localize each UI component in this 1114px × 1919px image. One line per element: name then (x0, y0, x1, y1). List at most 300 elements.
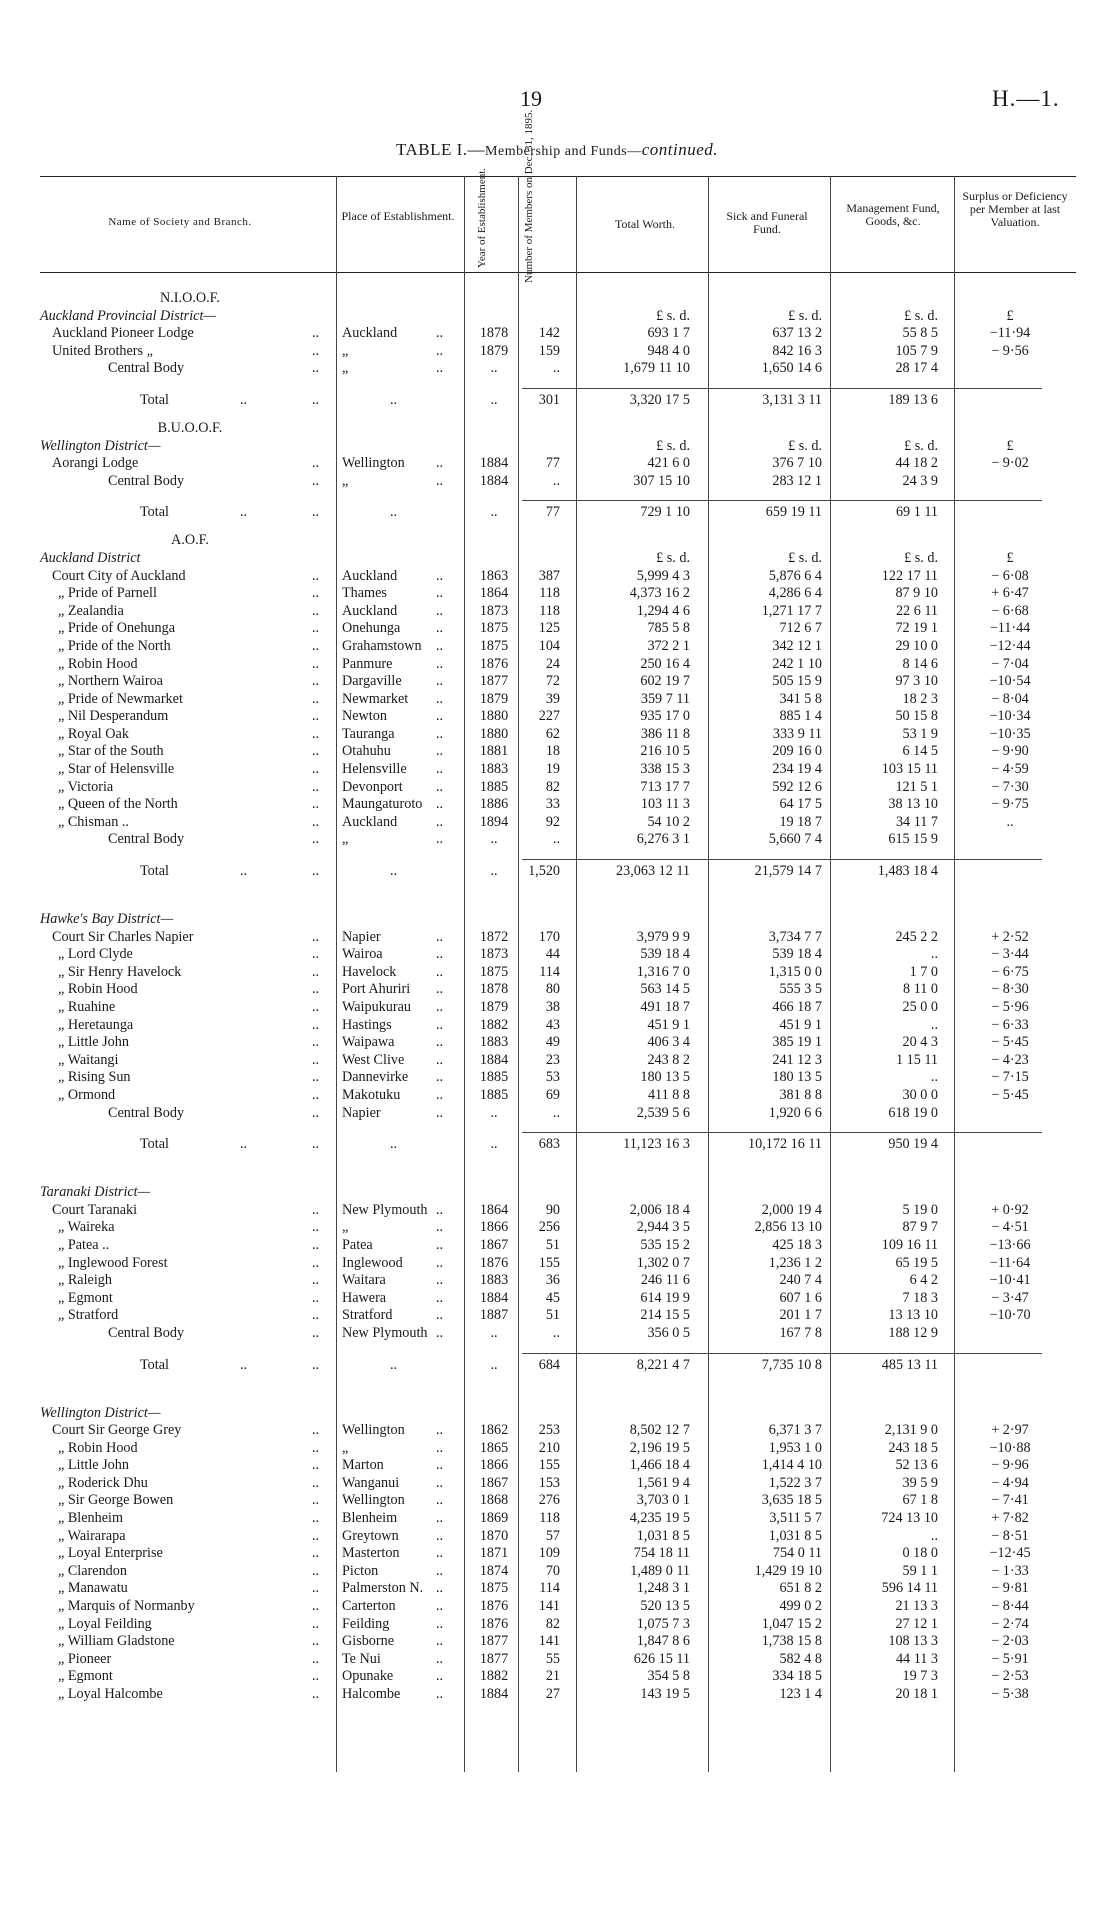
year-established: 1884 (479, 1051, 509, 1068)
management-fund: 30 0 0 (902, 1086, 938, 1103)
member-count: 104 (538, 637, 560, 654)
leader-dots: .. (436, 1650, 444, 1667)
place-of-establishment: Tauranga (342, 725, 395, 742)
order-heading (0, 532, 1114, 550)
leader-dots: .. (436, 1069, 444, 1086)
sick-funeral-fund: 582 4 8 (779, 1650, 822, 1667)
place-of-establishment: Napier (342, 1104, 381, 1121)
place-of-establishment: Newmarket (342, 690, 409, 707)
leader-dots: .. (436, 1580, 444, 1597)
table-row (0, 360, 1114, 378)
table-row (0, 743, 1114, 761)
table-row (0, 814, 1114, 832)
total-worth: 2,196 19 5 (629, 1439, 690, 1456)
leader-dots: .. (436, 1236, 444, 1253)
sick-funeral-fund: 607 1 6 (779, 1289, 822, 1306)
year-established: 1885 (479, 1069, 509, 1086)
year-established: 1873 (479, 946, 509, 963)
year-established: 1879 (479, 690, 509, 707)
unit-mgmt-fund: £ s. d. (904, 307, 938, 324)
leader-dots: .. (312, 831, 320, 848)
surplus-deficiency: − 9·75 (991, 796, 1029, 813)
branch-name: „ Egmont (58, 1289, 113, 1306)
surplus-deficiency: −11·44 (989, 620, 1031, 637)
branch-name: „ Ruahine (58, 999, 116, 1015)
branch-name: „ Star of the South (58, 743, 164, 760)
year-established: 1863 (479, 567, 509, 584)
year-established: 1882 (479, 1668, 509, 1685)
branch-name: „ Little John (58, 1034, 129, 1051)
total-worth: 307 15 10 (633, 472, 690, 489)
unit-mgmt-fund: £ s. d. (904, 437, 938, 454)
branch-name: „ Loyal Enterprise (58, 1545, 163, 1562)
leader-dots: .. (490, 1136, 498, 1153)
management-fund: 121 5 1 (895, 778, 938, 795)
header-members: Number of Members on Dec. 31, 1895. (523, 109, 535, 283)
management-fund: .. (930, 1069, 938, 1086)
sick-funeral-fund: 242 1 10 (772, 655, 822, 672)
total-worth: 354 5 8 (647, 1668, 690, 1685)
total-row (0, 1132, 1114, 1154)
member-count: 55 (545, 1650, 560, 1667)
member-count: 170 (538, 928, 560, 945)
leader-dots: .. (312, 1236, 320, 1253)
total-worth-sum: 729 1 10 (640, 504, 690, 521)
management-fund: 24 3 9 (902, 472, 938, 489)
leader-dots: .. (312, 1457, 320, 1474)
management-fund: 724 13 10 (881, 1510, 938, 1527)
place-of-establishment: Waitara (342, 1272, 386, 1289)
leader-dots: .. (436, 637, 444, 654)
sick-fund-sum: 7,735 10 8 (761, 1356, 822, 1373)
branch-name: „ Blenheim (58, 1510, 124, 1527)
year-established: 1876 (479, 1598, 509, 1615)
leader-dots: .. (312, 1272, 320, 1289)
table-row (0, 1017, 1114, 1035)
mgmt-fund-sum: 485 13 11 (881, 1356, 938, 1373)
leader-dots: .. (312, 567, 320, 584)
header-place: Place of Establishment. (341, 209, 455, 223)
total-worth: 602 19 7 (640, 673, 690, 690)
header-mgmt-fund: Management Fund, Goods, &c. (846, 201, 940, 228)
table-row (0, 1272, 1114, 1290)
leader-dots: .. (312, 1034, 320, 1051)
member-count: 114 (539, 963, 560, 980)
sick-funeral-fund: 499 0 2 (779, 1598, 822, 1615)
sick-fund-sum: 3,131 3 11 (762, 391, 822, 408)
total-worth: 754 18 11 (633, 1545, 690, 1562)
leader-dots: .. (312, 1474, 320, 1491)
leader-dots: .. (490, 391, 498, 408)
surplus-deficiency: − 5·45 (991, 1034, 1029, 1051)
sick-funeral-fund: 234 19 4 (772, 761, 822, 778)
total-worth: 338 15 3 (640, 761, 690, 778)
branch-name: „ William Gladstone (58, 1633, 175, 1650)
leader-dots: .. (312, 761, 320, 778)
leader-dots: .. (240, 1136, 248, 1153)
management-fund: 0 18 0 (902, 1545, 938, 1562)
management-fund: 108 13 3 (888, 1633, 938, 1650)
management-fund: 105 7 9 (895, 342, 938, 359)
surplus-deficiency: −10·70 (989, 1307, 1031, 1324)
leader-dots: .. (436, 946, 444, 963)
year-established: .. (490, 831, 498, 848)
place-of-establishment: Wairoa (342, 946, 383, 963)
branch-name: Central Body (108, 472, 185, 489)
management-fund: 27 12 1 (895, 1615, 938, 1632)
leader-dots: .. (436, 761, 444, 778)
sick-funeral-fund: 241 12 3 (772, 1051, 822, 1068)
member-count: 92 (545, 813, 560, 830)
year-established: 1879 (479, 999, 509, 1015)
branch-name: Central Body (108, 1104, 185, 1121)
sick-funeral-fund: 1,920 6 6 (768, 1104, 822, 1121)
year-established: .. (490, 360, 498, 377)
place-of-establishment: Wellington (342, 1492, 405, 1509)
management-fund: 53 1 9 (902, 725, 938, 742)
member-count: 69 (545, 1086, 560, 1103)
branch-name: Central Body (108, 360, 185, 377)
leader-dots: .. (436, 725, 444, 742)
management-fund: 52 13 6 (895, 1457, 938, 1474)
leader-dots: .. (312, 1439, 320, 1456)
member-count: 57 (545, 1527, 560, 1544)
member-count: 49 (545, 1034, 560, 1051)
place-of-establishment: Wellington (342, 1422, 405, 1439)
total-worth: 421 6 0 (647, 455, 690, 472)
place-of-establishment: Picton (342, 1562, 379, 1579)
total-worth: 614 19 9 (640, 1289, 690, 1306)
leader-dots: .. (436, 1598, 444, 1615)
table-row (0, 1052, 1114, 1070)
leader-dots: .. (312, 620, 320, 637)
surplus-deficiency: .. (1006, 813, 1014, 830)
sick-funeral-fund: 1,031 8 5 (768, 1527, 822, 1544)
management-fund: 6 14 5 (902, 743, 938, 760)
management-fund: 6 4 2 (909, 1272, 938, 1289)
total-worth: 1,248 3 1 (636, 1580, 690, 1597)
place-of-establishment: Hawera (342, 1289, 387, 1306)
table-row (0, 568, 1114, 586)
member-count: 210 (538, 1439, 560, 1456)
surplus-deficiency: −10·88 (989, 1439, 1031, 1456)
place-of-establishment: Auckland (342, 813, 398, 830)
leader-dots: .. (312, 928, 320, 945)
branch-name: „ Northern Wairoa (58, 673, 163, 690)
sick-funeral-fund: 201 1 7 (779, 1307, 822, 1324)
surplus-deficiency: − 4·23 (991, 1051, 1029, 1068)
management-fund: 28 17 4 (895, 360, 938, 377)
surplus-deficiency: −10·54 (989, 673, 1031, 690)
sick-funeral-fund: 1,738 15 8 (761, 1633, 822, 1650)
year-established: 1866 (479, 1457, 509, 1474)
leader-dots: .. (312, 1289, 320, 1306)
leader-dots: .. (312, 999, 320, 1015)
management-fund: 22 6 11 (895, 602, 938, 619)
sick-funeral-fund: 425 18 3 (772, 1236, 822, 1253)
sick-funeral-fund: 637 13 2 (772, 325, 822, 342)
place-of-establishment: Inglewood (342, 1254, 403, 1271)
table-row (0, 1422, 1114, 1440)
year-established: 1865 (479, 1439, 509, 1456)
leader-dots: .. (312, 981, 320, 998)
total-worth: 785 5 8 (647, 620, 690, 637)
sick-funeral-fund: 539 18 4 (772, 946, 822, 963)
row-spacer (0, 1122, 1114, 1132)
total-members: 1,520 (528, 863, 560, 880)
sick-funeral-fund: 209 16 0 (772, 743, 822, 760)
total-worth: 451 9 1 (647, 1016, 690, 1033)
member-count: 44 (545, 946, 560, 963)
leader-dots: .. (436, 1289, 444, 1306)
branch-name: „ Pioneer (58, 1650, 112, 1667)
sick-funeral-fund: 19 18 7 (779, 813, 822, 830)
sick-funeral-fund: 180 13 5 (772, 1069, 822, 1086)
leader-dots: .. (312, 1422, 320, 1439)
branch-name: „ Nil Desperandum (58, 708, 169, 725)
surplus-deficiency: − 7·41 (991, 1492, 1029, 1509)
leader-dots: .. (312, 637, 320, 654)
district-name: Auckland Provincial District— (40, 307, 216, 324)
management-fund: 97 3 10 (895, 673, 938, 690)
year-established: 1876 (479, 1615, 509, 1632)
leader-dots: .. (312, 946, 320, 963)
total-worth: 406 3 4 (647, 1034, 690, 1051)
management-fund: 39 5 9 (902, 1474, 938, 1491)
management-fund: 87 9 10 (895, 585, 938, 602)
leader-dots: .. (312, 863, 320, 880)
total-label: Total (140, 504, 169, 521)
surplus-deficiency: − 5·45 (991, 1086, 1029, 1103)
branch-name: „ Ormond (58, 1086, 116, 1103)
year-established: 1884 (479, 1686, 509, 1702)
table-row (0, 1475, 1114, 1493)
total-worth-sum: 3,320 17 5 (629, 391, 690, 408)
management-fund: 50 15 8 (895, 708, 938, 725)
district-heading (0, 1405, 1114, 1423)
order-heading (0, 290, 1114, 308)
management-fund: 65 19 5 (895, 1254, 938, 1271)
surplus-deficiency: − 4·59 (991, 761, 1029, 778)
year-established: 1885 (479, 1086, 509, 1103)
leader-dots: .. (436, 585, 444, 602)
management-fund: 245 2 2 (895, 928, 938, 945)
table-row (0, 1237, 1114, 1255)
leader-dots: .. (312, 342, 320, 359)
branch-name: „ Loyal Feilding (58, 1615, 152, 1632)
branch-name: „ Robin Hood (58, 655, 138, 672)
place-of-establishment: Gisborne (342, 1633, 395, 1650)
year-established: 1880 (479, 708, 509, 725)
member-count: 387 (538, 567, 560, 584)
table-row (0, 1492, 1114, 1510)
unit-mgmt-fund: £ s. d. (904, 549, 938, 566)
management-fund: 44 18 2 (895, 455, 938, 472)
surplus-deficiency: − 7·15 (991, 1069, 1029, 1086)
surplus-deficiency: − 5·91 (991, 1650, 1029, 1667)
management-fund: 20 18 1 (895, 1686, 938, 1702)
leader-dots: .. (436, 602, 444, 619)
table-row (0, 1307, 1114, 1325)
surplus-deficiency: − 2·03 (991, 1633, 1029, 1650)
surplus-deficiency: − 6·33 (991, 1016, 1029, 1033)
branch-name: „ Wairarapa (58, 1527, 126, 1544)
member-count: 109 (538, 1545, 560, 1562)
leader-dots: .. (312, 725, 320, 742)
management-fund: 1 7 0 (909, 963, 938, 980)
total-label: Total (140, 391, 169, 408)
table-row (0, 343, 1114, 361)
leader-dots: .. (436, 981, 444, 998)
branch-name: Auckland Pioneer Lodge (52, 325, 194, 342)
table-row (0, 1219, 1114, 1237)
leader-dots: .. (312, 1201, 320, 1218)
title-prefix: TABLE I.— (395, 140, 486, 159)
total-members: 684 (538, 1356, 560, 1373)
sick-funeral-fund: 283 12 1 (772, 472, 822, 489)
year-established: 1870 (479, 1527, 509, 1544)
total-worth: 54 10 2 (647, 813, 690, 830)
row-spacer (0, 1154, 1114, 1184)
table-row (0, 1545, 1114, 1563)
member-count: 77 (545, 455, 560, 472)
sick-funeral-fund: 5,660 7 4 (768, 831, 822, 848)
sick-funeral-fund: 1,522 3 7 (768, 1474, 822, 1491)
surplus-deficiency: + 0·92 (991, 1201, 1029, 1218)
year-established: 1867 (479, 1474, 509, 1491)
sick-funeral-fund: 381 8 8 (779, 1086, 822, 1103)
table-row (0, 929, 1114, 947)
district-name: Wellington District— (40, 1404, 161, 1421)
total-worth: 2,944 3 5 (636, 1219, 690, 1236)
total-label: Total (140, 1136, 169, 1153)
sick-funeral-fund: 342 12 1 (772, 637, 822, 654)
branch-name: „ Royal Oak (58, 725, 129, 742)
member-count: 38 (545, 999, 560, 1015)
place-of-establishment: Wellington (342, 455, 405, 472)
branch-name: „ Loyal Halcombe (58, 1686, 163, 1702)
header-name: Name of Society and Branch. (108, 216, 252, 228)
table-row (0, 325, 1114, 343)
year-established: 1876 (479, 655, 509, 672)
table-row (0, 1633, 1114, 1651)
mgmt-fund-sum: 950 19 4 (888, 1136, 938, 1153)
place-of-establishment: Carterton (342, 1598, 396, 1615)
member-count: .. (552, 1324, 560, 1341)
place-of-establishment: Port Ahuriri (342, 981, 411, 998)
leader-dots: .. (436, 1457, 444, 1474)
total-worth: 214 15 5 (640, 1307, 690, 1324)
total-worth: 539 18 4 (640, 946, 690, 963)
member-count: .. (552, 1104, 560, 1121)
district-name: Hawke's Bay District— (40, 911, 174, 928)
leader-dots: .. (436, 1492, 444, 1509)
branch-name: „ Sir George Bowen (58, 1492, 174, 1509)
table-row (0, 761, 1114, 779)
year-established: 1884 (479, 455, 509, 472)
leader-dots: .. (312, 778, 320, 795)
year-established: 1878 (479, 981, 509, 998)
branch-name: „ Heretaunga (58, 1016, 134, 1033)
surplus-deficiency: + 2·52 (991, 928, 1029, 945)
leader-dots: .. (390, 391, 398, 408)
leader-dots: .. (490, 863, 498, 880)
year-established: 1872 (479, 928, 509, 945)
management-fund: 25 0 0 (902, 999, 938, 1015)
management-fund: 7 18 3 (902, 1289, 938, 1306)
surplus-deficiency: −10·34 (989, 708, 1031, 725)
sick-funeral-fund: 592 12 6 (772, 778, 822, 795)
total-row (0, 859, 1114, 881)
branch-name: „ Waireka (58, 1219, 115, 1236)
management-fund: 122 17 11 (881, 567, 938, 584)
sick-funeral-fund: 1,414 4 10 (761, 1457, 822, 1474)
surplus-deficiency: − 7·04 (991, 655, 1029, 672)
place-of-establishment: Maungaturoto (342, 796, 423, 813)
table-row (0, 620, 1114, 638)
surplus-deficiency: − 1·33 (991, 1562, 1029, 1579)
leader-dots: .. (436, 778, 444, 795)
branch-name: „ Waitangi (58, 1051, 119, 1068)
table-row (0, 726, 1114, 744)
branch-name: „ Pride of Newmarket (58, 690, 183, 707)
surplus-deficiency: − 8·30 (991, 981, 1029, 998)
table-row (0, 796, 1114, 814)
place-of-establishment: West Clive (342, 1051, 405, 1068)
table-row (0, 999, 1114, 1017)
member-count: 23 (545, 1051, 560, 1068)
leader-dots: .. (436, 1474, 444, 1491)
table-row (0, 1668, 1114, 1686)
surplus-deficiency: + 2·97 (991, 1422, 1029, 1439)
leader-dots: .. (436, 1016, 444, 1033)
place-of-establishment: Hastings (342, 1016, 392, 1033)
table-row (0, 1325, 1114, 1343)
member-count: .. (552, 831, 560, 848)
branch-name: Court Sir Charles Napier (52, 928, 194, 945)
table-row (0, 946, 1114, 964)
leader-dots: .. (312, 1562, 320, 1579)
year-established: 1881 (479, 743, 509, 760)
leader-dots: .. (390, 504, 398, 521)
order-name: N.I.O.O.F. (160, 290, 220, 306)
unit-sick-fund: £ s. d. (788, 549, 822, 566)
member-count: 256 (538, 1219, 560, 1236)
sick-funeral-fund: 651 8 2 (779, 1580, 822, 1597)
surplus-deficiency: −10·41 (989, 1272, 1031, 1289)
branch-name: „ Rising Sun (58, 1069, 131, 1086)
total-worth: 948 4 0 (647, 342, 690, 359)
leader-dots: .. (436, 1201, 444, 1218)
member-count: 70 (545, 1562, 560, 1579)
member-count: 141 (538, 1598, 560, 1615)
place-of-establishment: Opunake (342, 1668, 394, 1685)
year-established: 1877 (479, 1650, 509, 1667)
leader-dots: .. (312, 1492, 320, 1509)
table-row (0, 1290, 1114, 1308)
leader-dots: .. (312, 1136, 320, 1153)
leader-dots: .. (436, 567, 444, 584)
leader-dots: .. (312, 963, 320, 980)
total-worth: 1,294 4 6 (636, 602, 690, 619)
branch-name: „ Zealandia (58, 602, 124, 619)
year-established: 1864 (479, 585, 509, 602)
surplus-deficiency: − 5·96 (991, 999, 1029, 1015)
total-worth: 243 8 2 (647, 1051, 690, 1068)
leader-dots: .. (436, 963, 444, 980)
total-worth: 1,075 7 3 (636, 1615, 690, 1632)
member-count: 142 (538, 325, 560, 342)
